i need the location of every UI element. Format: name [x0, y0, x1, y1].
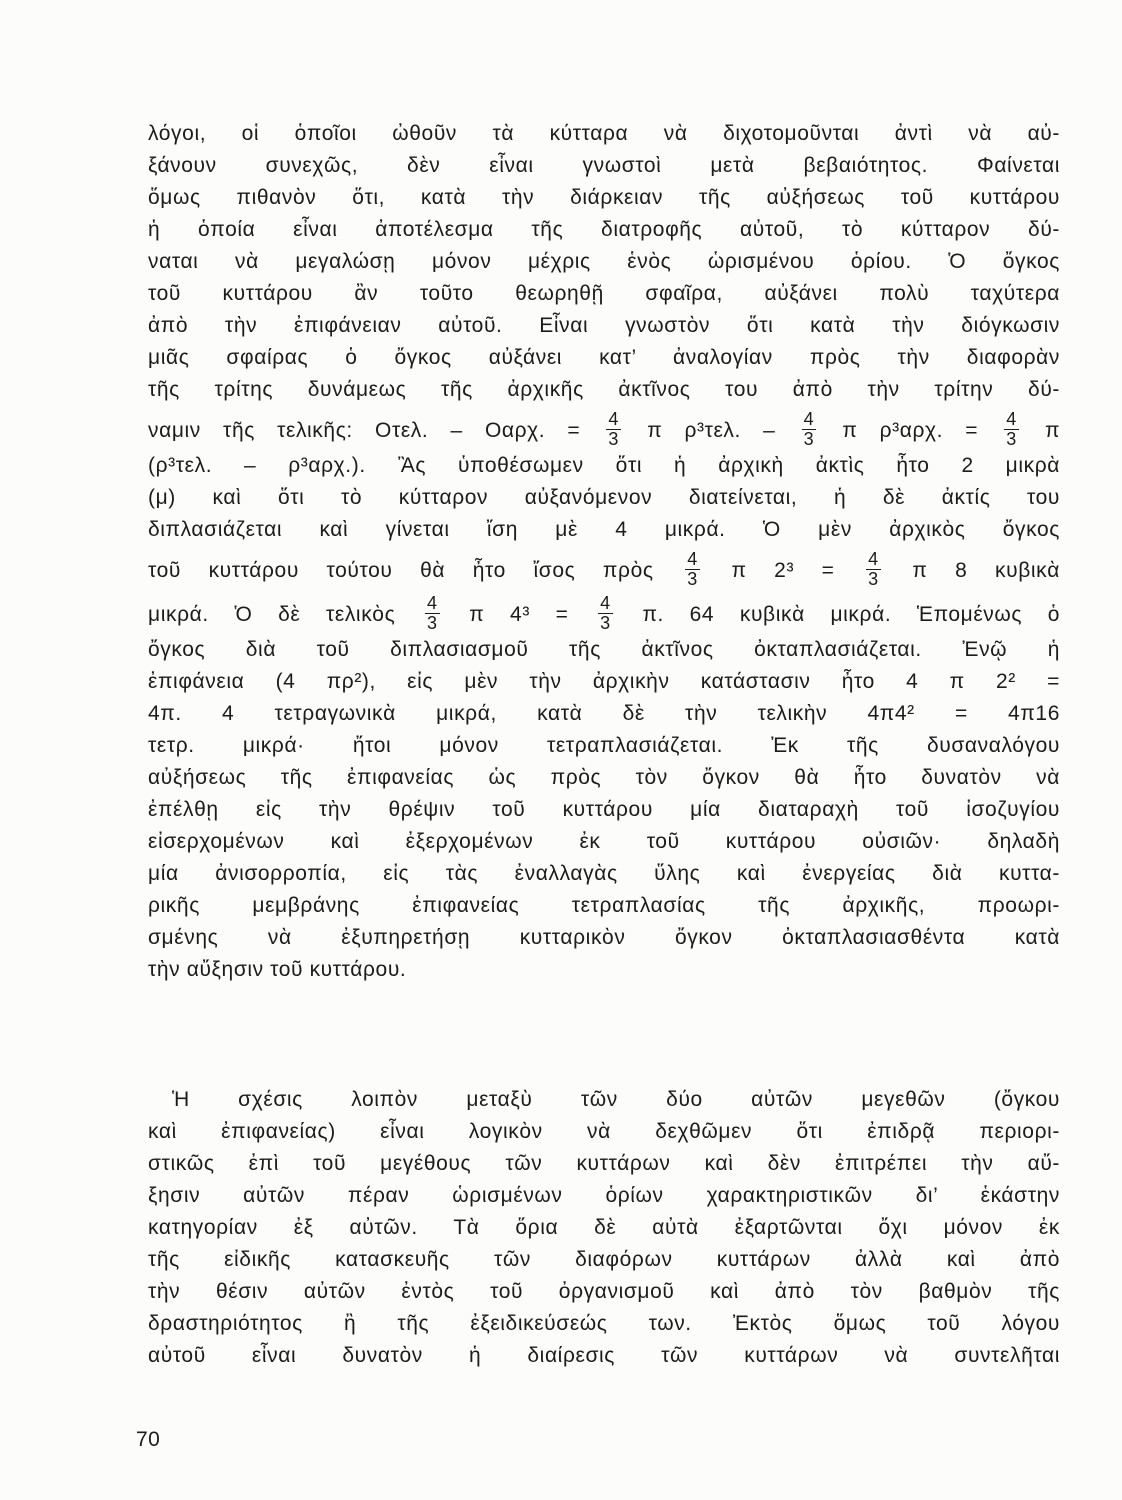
fraction-numerator: 4 — [868, 548, 879, 569]
text-line: τὴν θέσιν αὐτῶν ἐντὸς τοῦ ὀργανισμοῦ καὶ ἀπὸ τὸν βαθμὸν τῆς — [148, 1280, 1060, 1303]
fraction-denominator: 3 — [687, 568, 698, 589]
text-line: ἐπιφάνεια (4 πρ²), εἰς μὲν τὴν ἀρχικὴν κατάστασιν ἦτο 4 π 2² = — [148, 670, 1060, 693]
text-line: δραστηριότητος ἢ τῆς ἐξειδικεύσεώς των. Ἐκτὸς ὅμως τοῦ λόγου — [148, 1312, 1060, 1335]
pi-symbol: π — [1045, 419, 1061, 442]
text-line: στικῶς ἐπὶ τοῦ μεγέθους τῶν κυττάρων καὶ δὲν ἐπιτρέπει τὴν αὔ- — [148, 1152, 1060, 1175]
text-line: (μ) καὶ ὅτι τὸ κύτταρον αὐξανόμενον διατείνεται, ἡ δὲ ἀκτίς του — [148, 486, 1060, 509]
fraction-denominator: 3 — [600, 612, 611, 633]
text-line: τῆς τρίτης δυνάμεως τῆς ἀρχικῆς ἀκτῖνος του ἀπὸ τὴν τρίτην δύ- — [148, 378, 1060, 401]
fraction-denominator: 3 — [1006, 428, 1017, 449]
pi-symbol: π — [731, 559, 747, 582]
fraction-denominator: 3 — [803, 428, 815, 449]
fraction-denominator: 3 — [608, 428, 620, 449]
fraction-four-thirds — [606, 410, 621, 449]
equals-sign: = — [965, 419, 979, 442]
page-number: 70 — [136, 1428, 161, 1451]
text-line: 4π. 4 τετραγωνικὰ μικρά, κατὰ δὲ τὴν τελικὴν 4π4² = 4π16 — [148, 702, 1060, 725]
fraction-numerator: 4 — [600, 592, 611, 613]
text-line: μία ἀνισορροπία, εἰς τὰς ἐναλλαγὰς ὕλης καὶ ἐνεργείας διὰ κυττα- — [148, 862, 1060, 885]
text-line: (ρ³τελ. – ρ³αρχ.). Ἂς ὑποθέσωμεν ὅτι ἡ ἀρχικὴ ἀκτὶς ἦτο 2 μικρὰ — [148, 454, 1060, 477]
text-line: τὴν αὔξησιν τοῦ κυττάρου. — [148, 958, 407, 981]
text-line: κατηγορίαν ἐξ αὐτῶν. Τὰ ὅρια δὲ αὐτὰ ἐξαρτῶνται ὄχι μόνον ἐκ — [148, 1216, 1060, 1239]
fraction-numerator: 4 — [803, 408, 815, 429]
equals-sign: = — [821, 559, 835, 582]
text-line: ὄγκος διὰ τοῦ διπλασιασμοῦ τῆς ἀκτῖνος ὀκταπλασιάζεται. Ἐνῷ ἡ — [148, 638, 1060, 661]
text-line: τοῦ κυττάρου ἂν τοῦτο θεωρηθῇ σφαῖρα, αὐξάνει πολὺ ταχύτερα — [148, 282, 1060, 305]
volume-tail: π. 64 κυβικὰ μικρά. Ἑπομένως ὁ — [642, 603, 1061, 626]
fraction-numerator: 4 — [608, 408, 620, 429]
formula-lead: ναμιν τῆς τελικῆς: — [148, 419, 353, 442]
text-line: ἡ ὁποία εἶναι ἀποτέλεσμα τῆς διατροφῆς αὐτοῦ, τὸ κύτταρον δύ- — [148, 218, 1060, 241]
fraction-numerator: 4 — [426, 592, 438, 613]
volume-formula-line — [148, 406, 1060, 450]
text-line: αὐξήσεως τῆς ἐπιφανείας ὡς πρὸς τὸν ὄγκον θὰ ἦτο δυνατὸν νὰ — [148, 766, 1060, 789]
paragraph-2 — [148, 1084, 1060, 1372]
fraction-four-thirds — [802, 410, 817, 449]
pi-symbol: π — [647, 419, 663, 442]
fraction-numerator: 4 — [687, 548, 698, 569]
text-line: αὐτοῦ εἶναι δυνατὸν ἡ διαίρεσις τῶν κυττάρων νὰ συντελῆται — [148, 1344, 1060, 1367]
pi-symbol: π — [469, 603, 485, 626]
power-expression: 4³ — [510, 603, 530, 626]
o-arx: Oαρχ. — [484, 419, 546, 442]
fraction-denominator: 3 — [426, 612, 438, 633]
text-line: καὶ ἐπιφανείας) εἶναι λογικὸν νὰ δεχθῶμεν ὅτι ἐπιδρᾷ περιορι- — [148, 1120, 1060, 1143]
fraction-four-thirds — [598, 594, 613, 633]
text-line: τῆς εἰδικῆς κατασκευῆς τῶν διαφόρων κυττάρων ἀλλὰ καὶ ἀπὸ — [148, 1248, 1060, 1271]
volume-lead: τοῦ κυττάρου τούτου θὰ ἦτο ἴσος πρὸς — [148, 559, 654, 582]
paragraph-1 — [148, 118, 1060, 986]
text-line: ἀπὸ τὴν ἐπιφάνειαν αὐτοῦ. Εἶναι γνωστὸν ὅτι κατὰ τὴν διόγκωσιν — [148, 314, 1060, 337]
equals-sign: = — [555, 603, 569, 626]
pi-symbol: π — [842, 419, 858, 442]
text-line: διπλασιάζεται καὶ γίνεται ἴση μὲ 4 μικρά. Ὁ μὲν ἀρχικὸς ὄγκος — [148, 518, 1060, 541]
text-line: ὅμως πιθανὸν ὅτι, κατὰ τὴν διάρκειαν τῆς αὐξήσεως τοῦ κυττάρου — [148, 186, 1060, 209]
o-tel: Oτελ. — [375, 419, 429, 442]
text-line: ξησιν αὐτῶν πέραν ὡρισμένων ὁρίων χαρακτηριστικῶν δι’ ἑκάστην — [148, 1184, 1060, 1207]
text-line: λόγοι, οἱ ὁποῖοι ὠθοῦν τὰ κύτταρα νὰ διχοτομοῦνται ἀντὶ νὰ αὐ- — [148, 122, 1060, 145]
fraction-four-thirds — [1004, 410, 1019, 449]
equals-sign: = — [567, 419, 581, 442]
text-line: εἰσερχομένων καὶ ἐξερχομένων ἐκ τοῦ κυττάρου οὐσιῶν· δηλαδὴ — [148, 830, 1060, 853]
text-line: ἐπέλθῃ εἰς τὴν θρέψιν τοῦ κυττάρου μία διαταραχὴ τοῦ ἰσοζυγίου — [148, 798, 1060, 821]
initial-volume-line — [148, 546, 1060, 590]
fraction-four-thirds — [425, 594, 440, 633]
text-line: τετρ. μικρά· ἤτοι μόνον τετραπλασιάζεται. Ἐκ τῆς δυσαναλόγου — [148, 734, 1060, 757]
minus-sign: – — [450, 419, 463, 442]
fraction-denominator: 3 — [868, 568, 879, 589]
rho-cubed-tel: ρ³τελ. — [684, 419, 741, 442]
text-line: ναται νὰ μεγαλώσῃ μόνον μέχρις ἑνὸς ὡρισμένου ὁρίου. Ὁ ὄγκος — [148, 250, 1060, 273]
text-line: Ἡ σχέσις λοιπὸν μεταξὺ τῶν δύο αὐτῶν μεγεθῶν (ὄγκου — [172, 1088, 1060, 1111]
text-line: σμένης νὰ ἐξυπηρετήσῃ κυτταρικὸν ὄγκον ὀκταπλασιασθέντα κατὰ — [148, 926, 1060, 949]
fraction-numerator: 4 — [1006, 408, 1017, 429]
fraction-four-thirds — [685, 550, 700, 589]
power-expression: 2³ — [774, 559, 795, 582]
rho-cubed-arx: ρ³αρχ. — [879, 419, 944, 442]
fraction-four-thirds — [866, 550, 881, 589]
final-volume-line — [148, 590, 1060, 634]
text-line: ξάνουν συνεχῶς, δὲν εἶναι γνωστοὶ μετὰ βεβαιότητος. Φαίνεται — [148, 154, 1060, 177]
volume-lead: μικρά. Ὁ δὲ τελικὸς — [148, 603, 396, 626]
minus-sign: – — [763, 419, 776, 442]
text-line: ρικῆς μεμβράνης ἐπιφανείας τετραπλασίας τῆς ἀρχικῆς, προωρι- — [148, 894, 1060, 917]
volume-tail: π 8 κυβικὰ — [912, 559, 1060, 582]
text-line: μιᾶς σφαίρας ὁ ὄγκος αὐξάνει κατ’ ἀναλογίαν πρὸς τὴν διαφορὰν — [148, 346, 1060, 369]
